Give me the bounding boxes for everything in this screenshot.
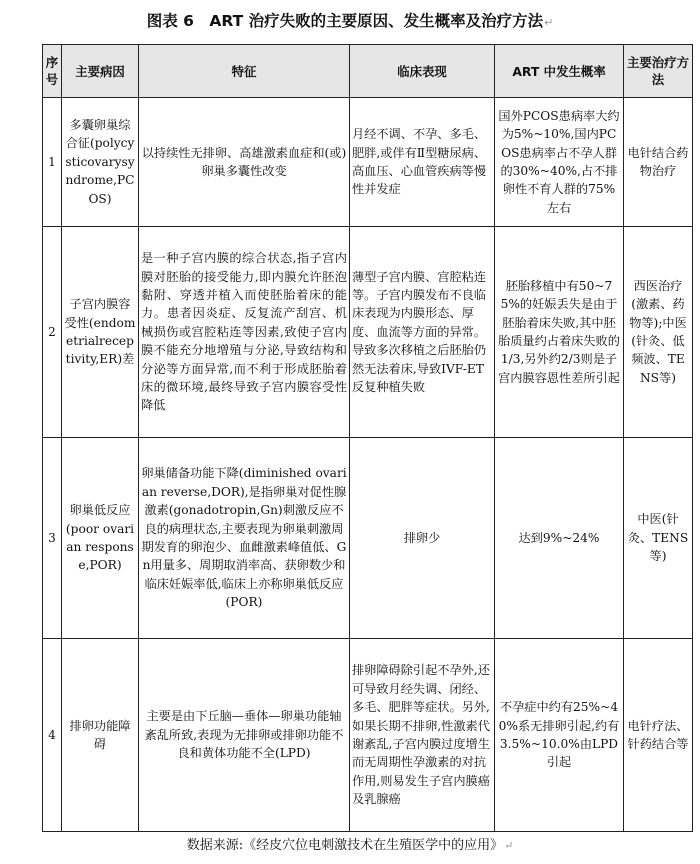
col-header-symptoms: 临床表现 — [350, 45, 495, 98]
col-header-treatment: 主要治疗方法 — [624, 45, 693, 98]
table-row — [43, 438, 693, 639]
row-treatment: 西医治疗(激素、药物等);中医(针灸、低频波、TENS等) — [624, 227, 693, 438]
table-row — [43, 227, 693, 438]
art-failure-table — [42, 44, 693, 832]
title-text: 图表 6 ART 治疗失败的主要原因、发生概率及治疗方法 — [146, 12, 544, 30]
row-cause: 多囊卵巢综合征(polycysticovarysyndrome,PCOS) — [62, 98, 139, 227]
row-treatment: 电针疗法、针药结合等 — [624, 639, 693, 832]
row-feature: 以持续性无排卵、高雄激素血症和(或)卵巢多囊性改变 — [139, 98, 350, 227]
row-rate: 胚胎移植中有50~75%的妊娠丢失是由于胚胎着床失败,其中胚胎质量约占着床失败的1/3,另外约2/3则是子宫内膜容恩性差所引起 — [495, 227, 624, 438]
col-header-rate: ART 中发生概率 — [495, 45, 624, 98]
row-feature: 是一种子宫内膜的综合状态,指子宫内膜对胚胎的接受能力,即内膜允许胚泡黏附、穿透并植入而使胚胎着床的能力。患者因炎症、反复流产刮宫、机械损伤或宫腔粘连等因素,致使子宫内膜不能充分地增殖与分泌,导致结构和分泌等方面异常,而不利于形成胚胎着床的微环境,最终导致子宫内膜容受性降低 — [139, 227, 350, 438]
paragraph-mark-icon: ↵ — [544, 16, 554, 29]
paragraph-mark-icon: ↵ — [504, 839, 514, 852]
row-feature: 主要是由下丘脑—垂体—卵巢功能轴紊乱所致,表现为无排卵或排卵功能不良和黄体功能不全(LPD) — [139, 639, 350, 832]
col-header-feature: 特征 — [139, 45, 350, 98]
row-cause: 子宫内膜容受性(endometrialreceptivity,ER)差 — [62, 227, 139, 438]
source-text: 数据来源:《经皮穴位电刺激技术在生殖医学中的应用》 — [186, 838, 504, 853]
data-source — [0, 836, 700, 856]
row-symptoms: 月经不调、不孕、多毛、肥胖,或伴有Ⅱ型糖尿病、高血压、心血管疾病等慢性并发症 — [350, 98, 495, 227]
row-no: 1 — [43, 98, 62, 227]
col-header-cause: 主要病因 — [62, 45, 139, 98]
table-row — [43, 98, 693, 227]
table-row — [43, 639, 693, 832]
figure-title — [0, 8, 700, 36]
row-treatment: 中医(针灸、TENS等) — [624, 438, 693, 639]
row-cause: 排卵功能障碍 — [62, 639, 139, 832]
row-rate: 国外PCOS患病率大约为5%~10%,国内PCOS患病率占不孕人群的30%~40%,占不排卵性不育人群的75%左右 — [495, 98, 624, 227]
row-no: 2 — [43, 227, 62, 438]
header-row — [43, 45, 693, 98]
row-rate: 达到9%~24% — [495, 438, 624, 639]
row-symptoms: 排卵障碍除引起不孕外,还可导致月经失调、闭经、多毛、肥胖等症状。另外,如果长期不排卵,性激素代谢紊乱,子宫内膜过度增生而无周期性孕激素的对抗作用,则易发生子宫内膜癌及乳腺癌 — [350, 639, 495, 832]
row-cause: 卵巢低反应(poor ovarian response,POR) — [62, 438, 139, 639]
row-rate: 不孕症中约有25%~40%系无排卵引起,约有3.5%~10.0%由LPD引起 — [495, 639, 624, 832]
row-treatment: 电针结合药物治疗 — [624, 98, 693, 227]
row-symptoms: 薄型子宫内膜、宫腔粘连等。子宫内膜发布不良临床表现为内膜形态、厚度、血流等方面的异常。导致多次移植之后胚胎仍然无法着床,导致IVF-ET反复种植失败 — [350, 227, 495, 438]
row-no: 3 — [43, 438, 62, 639]
row-feature: 卵巢储备功能下降(diminished ovarian reverse,DOR),是指卵巢对促性腺激素(gonadotropin,Gn)刺激反应不良的病理状态,主要表现为卵巢刺激周期发育的卵泡少、血雌激素峰值低、Gn用量多、周期取消率高、获卵数少和临床妊娠率低,临床上亦称卵巢低反应(POR) — [139, 438, 350, 639]
col-header-no: 序号 — [43, 45, 62, 98]
row-no: 4 — [43, 639, 62, 832]
row-symptoms: 排卵少 — [350, 438, 495, 639]
